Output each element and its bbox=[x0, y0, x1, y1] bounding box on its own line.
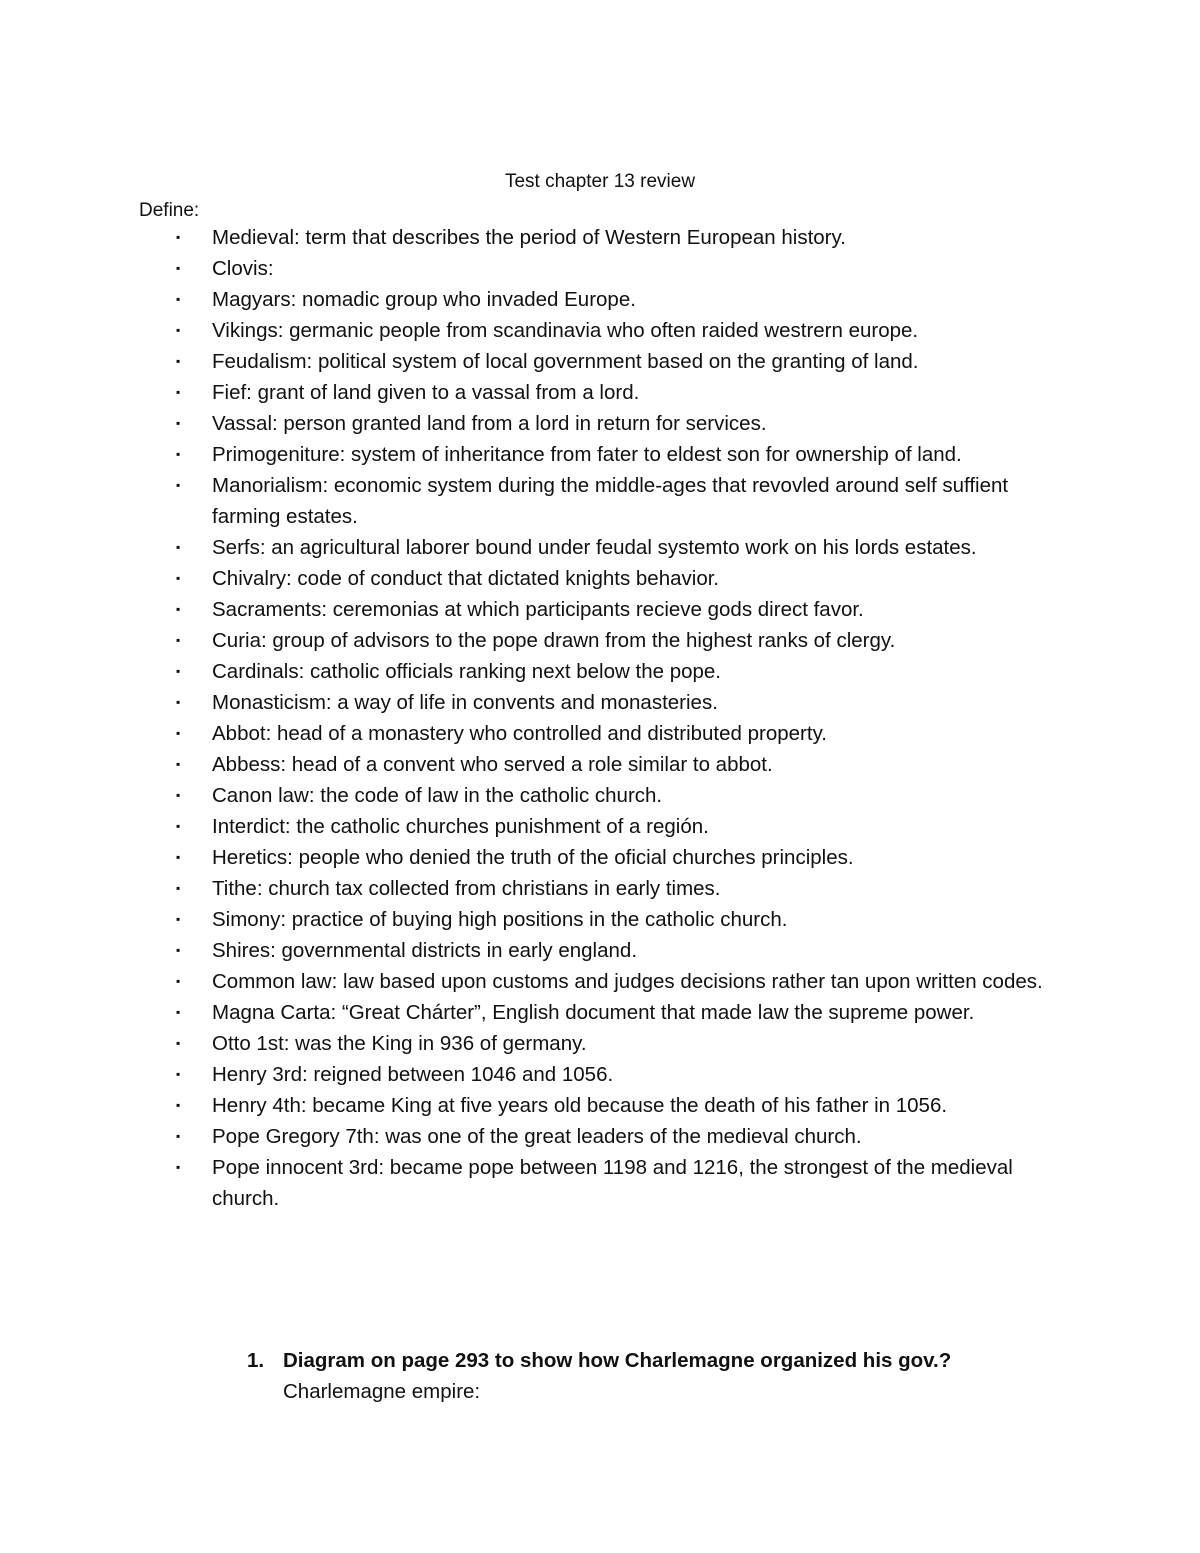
bullet-icon: ▪ bbox=[176, 1098, 181, 1112]
question-number: 1. bbox=[247, 1349, 265, 1372]
definition-item bbox=[0, 966, 1062, 997]
definition-text: Henry 4th: became King at five years old because the death of his father in 1056. bbox=[212, 1094, 948, 1117]
definition-text: Primogeniture: system of inheritance from fater to eldest son for ownership of land. bbox=[212, 443, 962, 466]
definition-text: Fief: grant of land given to a vassal from a lord. bbox=[212, 381, 640, 404]
bullet-icon: ▪ bbox=[176, 726, 181, 740]
definition-item bbox=[0, 284, 1062, 315]
definition-text: Pope Gregory 7th: was one of the great leaders of the medieval church. bbox=[212, 1125, 862, 1148]
definition-item bbox=[0, 439, 1062, 470]
question-text: Diagram on page 293 to show how Charlemagne organized his gov.? bbox=[283, 1349, 952, 1372]
definition-item bbox=[0, 625, 1062, 656]
bullet-icon: ▪ bbox=[176, 292, 181, 306]
definition-text: Curia: group of advisors to the pope drawn from the highest ranks of clergy. bbox=[212, 629, 896, 652]
definition-item bbox=[0, 904, 1062, 935]
definition-text: Chivalry: code of conduct that dictated knights behavior. bbox=[212, 567, 720, 590]
definition-text: Henry 3rd: reigned between 1046 and 1056. bbox=[212, 1063, 614, 1086]
definition-text: Otto 1st: was the King in 936 of germany. bbox=[212, 1032, 587, 1055]
bullet-icon: ▪ bbox=[176, 571, 181, 585]
bullet-icon: ▪ bbox=[176, 633, 181, 647]
bullet-icon: ▪ bbox=[176, 757, 181, 771]
definition-text: Cardinals: catholic officials ranking next below the pope. bbox=[212, 660, 721, 683]
definition-text: Sacraments: ceremonias at which participants recieve gods direct favor. bbox=[212, 598, 864, 621]
bullet-icon: ▪ bbox=[176, 788, 181, 802]
bullet-icon: ▪ bbox=[176, 850, 181, 864]
definition-text: Vassal: person granted land from a lord in return for services. bbox=[212, 412, 767, 435]
bullet-icon: ▪ bbox=[176, 1005, 181, 1019]
bullet-icon: ▪ bbox=[176, 323, 181, 337]
definition-text: Manorialism: economic system during the middle-ages that revovled around self suffient farming estates. bbox=[212, 474, 1009, 528]
definition-item bbox=[0, 842, 1062, 873]
bullet-icon: ▪ bbox=[176, 354, 181, 368]
bullet-icon: ▪ bbox=[176, 664, 181, 678]
bullet-icon: ▪ bbox=[176, 881, 181, 895]
definition-item bbox=[0, 594, 1062, 625]
definition-text: Serfs: an agricultural laborer bound under feudal systemto work on his lords estates. bbox=[212, 536, 977, 559]
definition-item bbox=[0, 873, 1062, 904]
definition-text: Interdict: the catholic churches punishment of a región. bbox=[212, 815, 709, 838]
definition-text: Canon law: the code of law in the catholic church. bbox=[212, 784, 663, 807]
definition-text: Magyars: nomadic group who invaded Europe. bbox=[212, 288, 636, 311]
bullet-icon: ▪ bbox=[176, 540, 181, 554]
bullet-icon: ▪ bbox=[176, 943, 181, 957]
definition-text: Feudalism: political system of local government based on the granting of land. bbox=[212, 350, 919, 373]
definition-text: Pope innocent 3rd: became pope between 1198 and 1216, the strongest of the medieval church. bbox=[212, 1156, 1013, 1210]
definition-text: Heretics: people who denied the truth of the oficial churches principles. bbox=[212, 846, 854, 869]
bullet-icon: ▪ bbox=[176, 1160, 181, 1174]
definition-item bbox=[0, 253, 1062, 284]
definition-text: Clovis: bbox=[212, 257, 274, 280]
definition-item bbox=[0, 718, 1062, 749]
definition-item bbox=[0, 315, 1062, 346]
bullet-icon: ▪ bbox=[176, 416, 181, 430]
definition-item bbox=[0, 346, 1062, 377]
definition-item bbox=[0, 811, 1062, 842]
bullet-icon: ▪ bbox=[176, 230, 181, 244]
definition-text: Common law: law based upon customs and judges decisions rather tan upon written codes. bbox=[212, 970, 1043, 993]
bullet-icon: ▪ bbox=[176, 478, 181, 492]
definition-item bbox=[0, 532, 1062, 563]
definition-item bbox=[0, 222, 1062, 253]
bullet-icon: ▪ bbox=[176, 695, 181, 709]
definition-text: Vikings: germanic people from scandinavia who often raided westrern europe. bbox=[212, 319, 919, 342]
definition-text: Abbess: head of a convent who served a role similar to abbot. bbox=[212, 753, 773, 776]
page-title: Test chapter 13 review bbox=[504, 171, 696, 192]
bullet-icon: ▪ bbox=[176, 1036, 181, 1050]
definition-text: Tithe: church tax collected from christians in early times. bbox=[212, 877, 721, 900]
bullet-icon: ▪ bbox=[176, 1067, 181, 1081]
bullet-icon: ▪ bbox=[176, 447, 181, 461]
bullet-icon: ▪ bbox=[176, 261, 181, 275]
question-answer: Charlemagne empire: bbox=[283, 1380, 481, 1403]
bullet-icon: ▪ bbox=[176, 602, 181, 616]
definition-item bbox=[0, 687, 1062, 718]
definition-item bbox=[0, 377, 1062, 408]
question-line bbox=[0, 1345, 1200, 1376]
definition-item bbox=[0, 935, 1062, 966]
definition-item bbox=[0, 780, 1062, 811]
definition-text: Magna Carta: “Great Chárter”, English document that made law the supreme power. bbox=[212, 1001, 975, 1024]
define-label: Define: bbox=[139, 200, 200, 221]
definition-text: Shires: governmental districts in early england. bbox=[212, 939, 638, 962]
definition-item bbox=[0, 1090, 1062, 1121]
question-block bbox=[0, 1345, 1200, 1407]
bullet-icon: ▪ bbox=[176, 385, 181, 399]
bullet-icon: ▪ bbox=[176, 912, 181, 926]
definition-item bbox=[0, 749, 1062, 780]
bullet-icon: ▪ bbox=[176, 819, 181, 833]
bullet-icon: ▪ bbox=[176, 1129, 181, 1143]
definition-item bbox=[0, 1152, 1062, 1214]
definition-text: Simony: practice of buying high positions in the catholic church. bbox=[212, 908, 788, 931]
definition-item bbox=[0, 1121, 1062, 1152]
definitions-list bbox=[0, 222, 1200, 1214]
definition-item bbox=[0, 1059, 1062, 1090]
definition-item bbox=[0, 563, 1062, 594]
definition-item bbox=[0, 408, 1062, 439]
definition-item bbox=[0, 997, 1062, 1028]
bullet-icon: ▪ bbox=[176, 974, 181, 988]
definition-text: Abbot: head of a monastery who controlled and distributed property. bbox=[212, 722, 827, 745]
definition-item bbox=[0, 1028, 1062, 1059]
definition-item bbox=[0, 470, 1062, 532]
definition-text: Medieval: term that describes the period of Western European history. bbox=[212, 226, 846, 249]
definition-item bbox=[0, 656, 1062, 687]
definition-text: Monasticism: a way of life in convents and monasteries. bbox=[212, 691, 718, 714]
